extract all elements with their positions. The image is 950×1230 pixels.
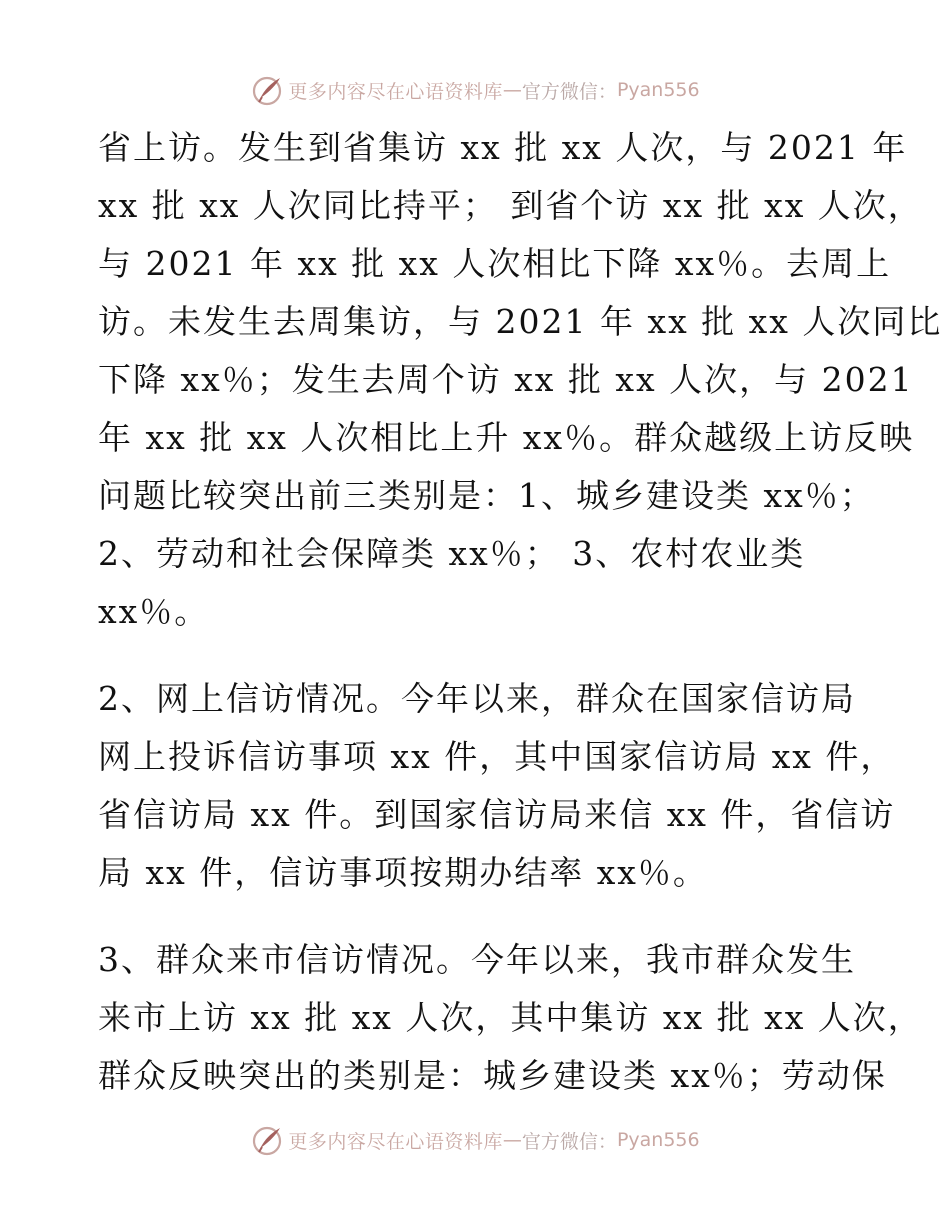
text-line: 群众反映突出的类别是：城乡建设类 xx％；劳动保 xyxy=(98,1056,887,1095)
watermark-text: 更多内容尽在心语资料库 xyxy=(288,1130,503,1153)
text-line: 问题比较突出前三类别是：1、城乡建设类 xx％； xyxy=(98,476,875,515)
paragraph-2 xyxy=(98,670,896,902)
text-line: 访。未发生去周集访，与 2021 年 xx 批 xx 人次同比 xyxy=(98,302,943,341)
text-line: 局 xx 件，信访事项按期办结率 xx％。 xyxy=(98,853,708,892)
text-line: 与 2021 年 xx 批 xx 人次相比下降 xx％。去周上 xyxy=(98,244,892,283)
watermark-wechat-id: Pyan556 xyxy=(616,79,700,101)
watermark-label: 官方微信： xyxy=(521,80,617,103)
text-line: xx 批 xx 人次同比持平； 到省个访 xx 批 xx 人次， xyxy=(98,186,923,225)
feather-pen-logo-icon xyxy=(250,73,284,107)
paragraph-spacer xyxy=(98,641,858,670)
text-line: 省上访。发生到省集访 xx 批 xx 人次，与 2021 年 xyxy=(98,128,908,167)
footer-watermark xyxy=(0,1120,950,1160)
watermark-label: 官方微信： xyxy=(521,1130,617,1153)
header-watermark xyxy=(0,70,950,110)
text-line: 来市上访 xx 批 xx 人次，其中集访 xx 批 xx 人次， xyxy=(98,998,923,1037)
watermark-wechat-id: Pyan556 xyxy=(616,1129,700,1151)
watermark-separator: — xyxy=(502,79,522,101)
text-line: xx％。 xyxy=(98,592,210,631)
text-line: 下降 xx％；发生去周个访 xx 批 xx 人次，与 2021 xyxy=(98,360,914,399)
text-line: 2、劳动和社会保障类 xx％； 3、农村农业类 xyxy=(98,534,806,573)
document-body xyxy=(98,119,943,1105)
text-line: 年 xx 批 xx 人次相比上升 xx％。群众越级上访反映 xyxy=(98,418,915,457)
text-line: 网上投诉信访事项 xx 件，其中国家信访局 xx 件， xyxy=(98,737,896,776)
paragraph-spacer xyxy=(98,902,858,931)
text-line: 2、网上信访情况。今年以来，群众在国家信访局 xyxy=(98,679,856,718)
text-line: 3、群众来市信访情况。今年以来，我市群众发生 xyxy=(98,940,856,979)
watermark-separator: — xyxy=(502,1129,522,1151)
text-line: 省信访局 xx 件。到国家信访局来信 xx 件，省信访 xyxy=(98,795,896,834)
paragraph-1 xyxy=(98,119,943,641)
watermark-text: 更多内容尽在心语资料库 xyxy=(288,80,503,103)
feather-pen-logo-icon xyxy=(250,1123,284,1157)
paragraph-3 xyxy=(98,931,923,1105)
